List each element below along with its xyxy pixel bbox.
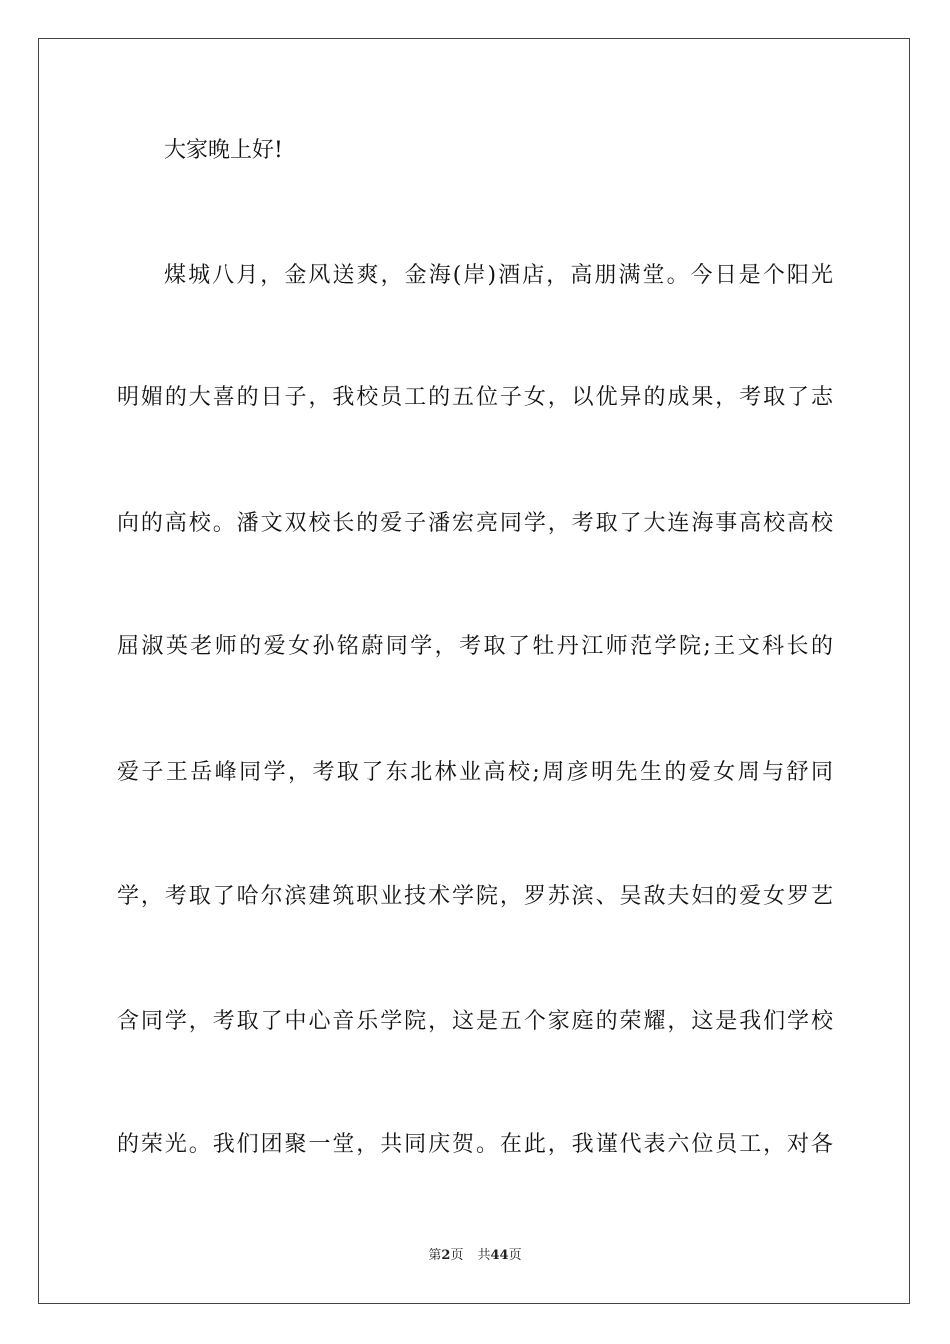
- body-line: 向的高校。潘文双校长的爱子潘宏亮同学，考取了大连海事高校高校: [117, 511, 833, 536]
- body-line: 含同学，考取了中心音乐学院，这是五个家庭的荣耀，这是我们学校: [117, 1009, 833, 1034]
- body-line: 爱子王岳峰同学，考取了东北林业高校;周彦明先生的爱女周与舒同: [117, 760, 833, 785]
- total-suffix: 页: [508, 1248, 522, 1263]
- page-footer: [0, 1247, 950, 1265]
- page-number: 2: [441, 1248, 451, 1263]
- page-prefix: 第: [428, 1248, 442, 1263]
- body-line: 煤城八月，金风送爽，金海(岸)酒店，高朋满堂。今日是个阳光: [164, 263, 833, 288]
- body-line: 屈淑英老师的爱女孙铭蔚同学，考取了牡丹江师范学院;王文科长的: [117, 634, 833, 659]
- body-line: 学，考取了哈尔滨建筑职业技术学院，罗苏滨、吴敌夫妇的爱女罗艺: [117, 884, 833, 909]
- body-line: 的荣光。我们团聚一堂，共同庆贺。在此，我谨代表六位员工，对各: [117, 1132, 833, 1157]
- total-prefix: 共: [477, 1248, 491, 1263]
- body-line: 明媚的大喜的日子，我校员工的五位子女，以优异的成果，考取了志: [117, 385, 833, 410]
- page-frame: [38, 38, 910, 1304]
- greeting-line: 大家晚上好!: [164, 138, 283, 163]
- total-pages: 44: [490, 1248, 509, 1263]
- page-suffix: 页: [450, 1248, 464, 1263]
